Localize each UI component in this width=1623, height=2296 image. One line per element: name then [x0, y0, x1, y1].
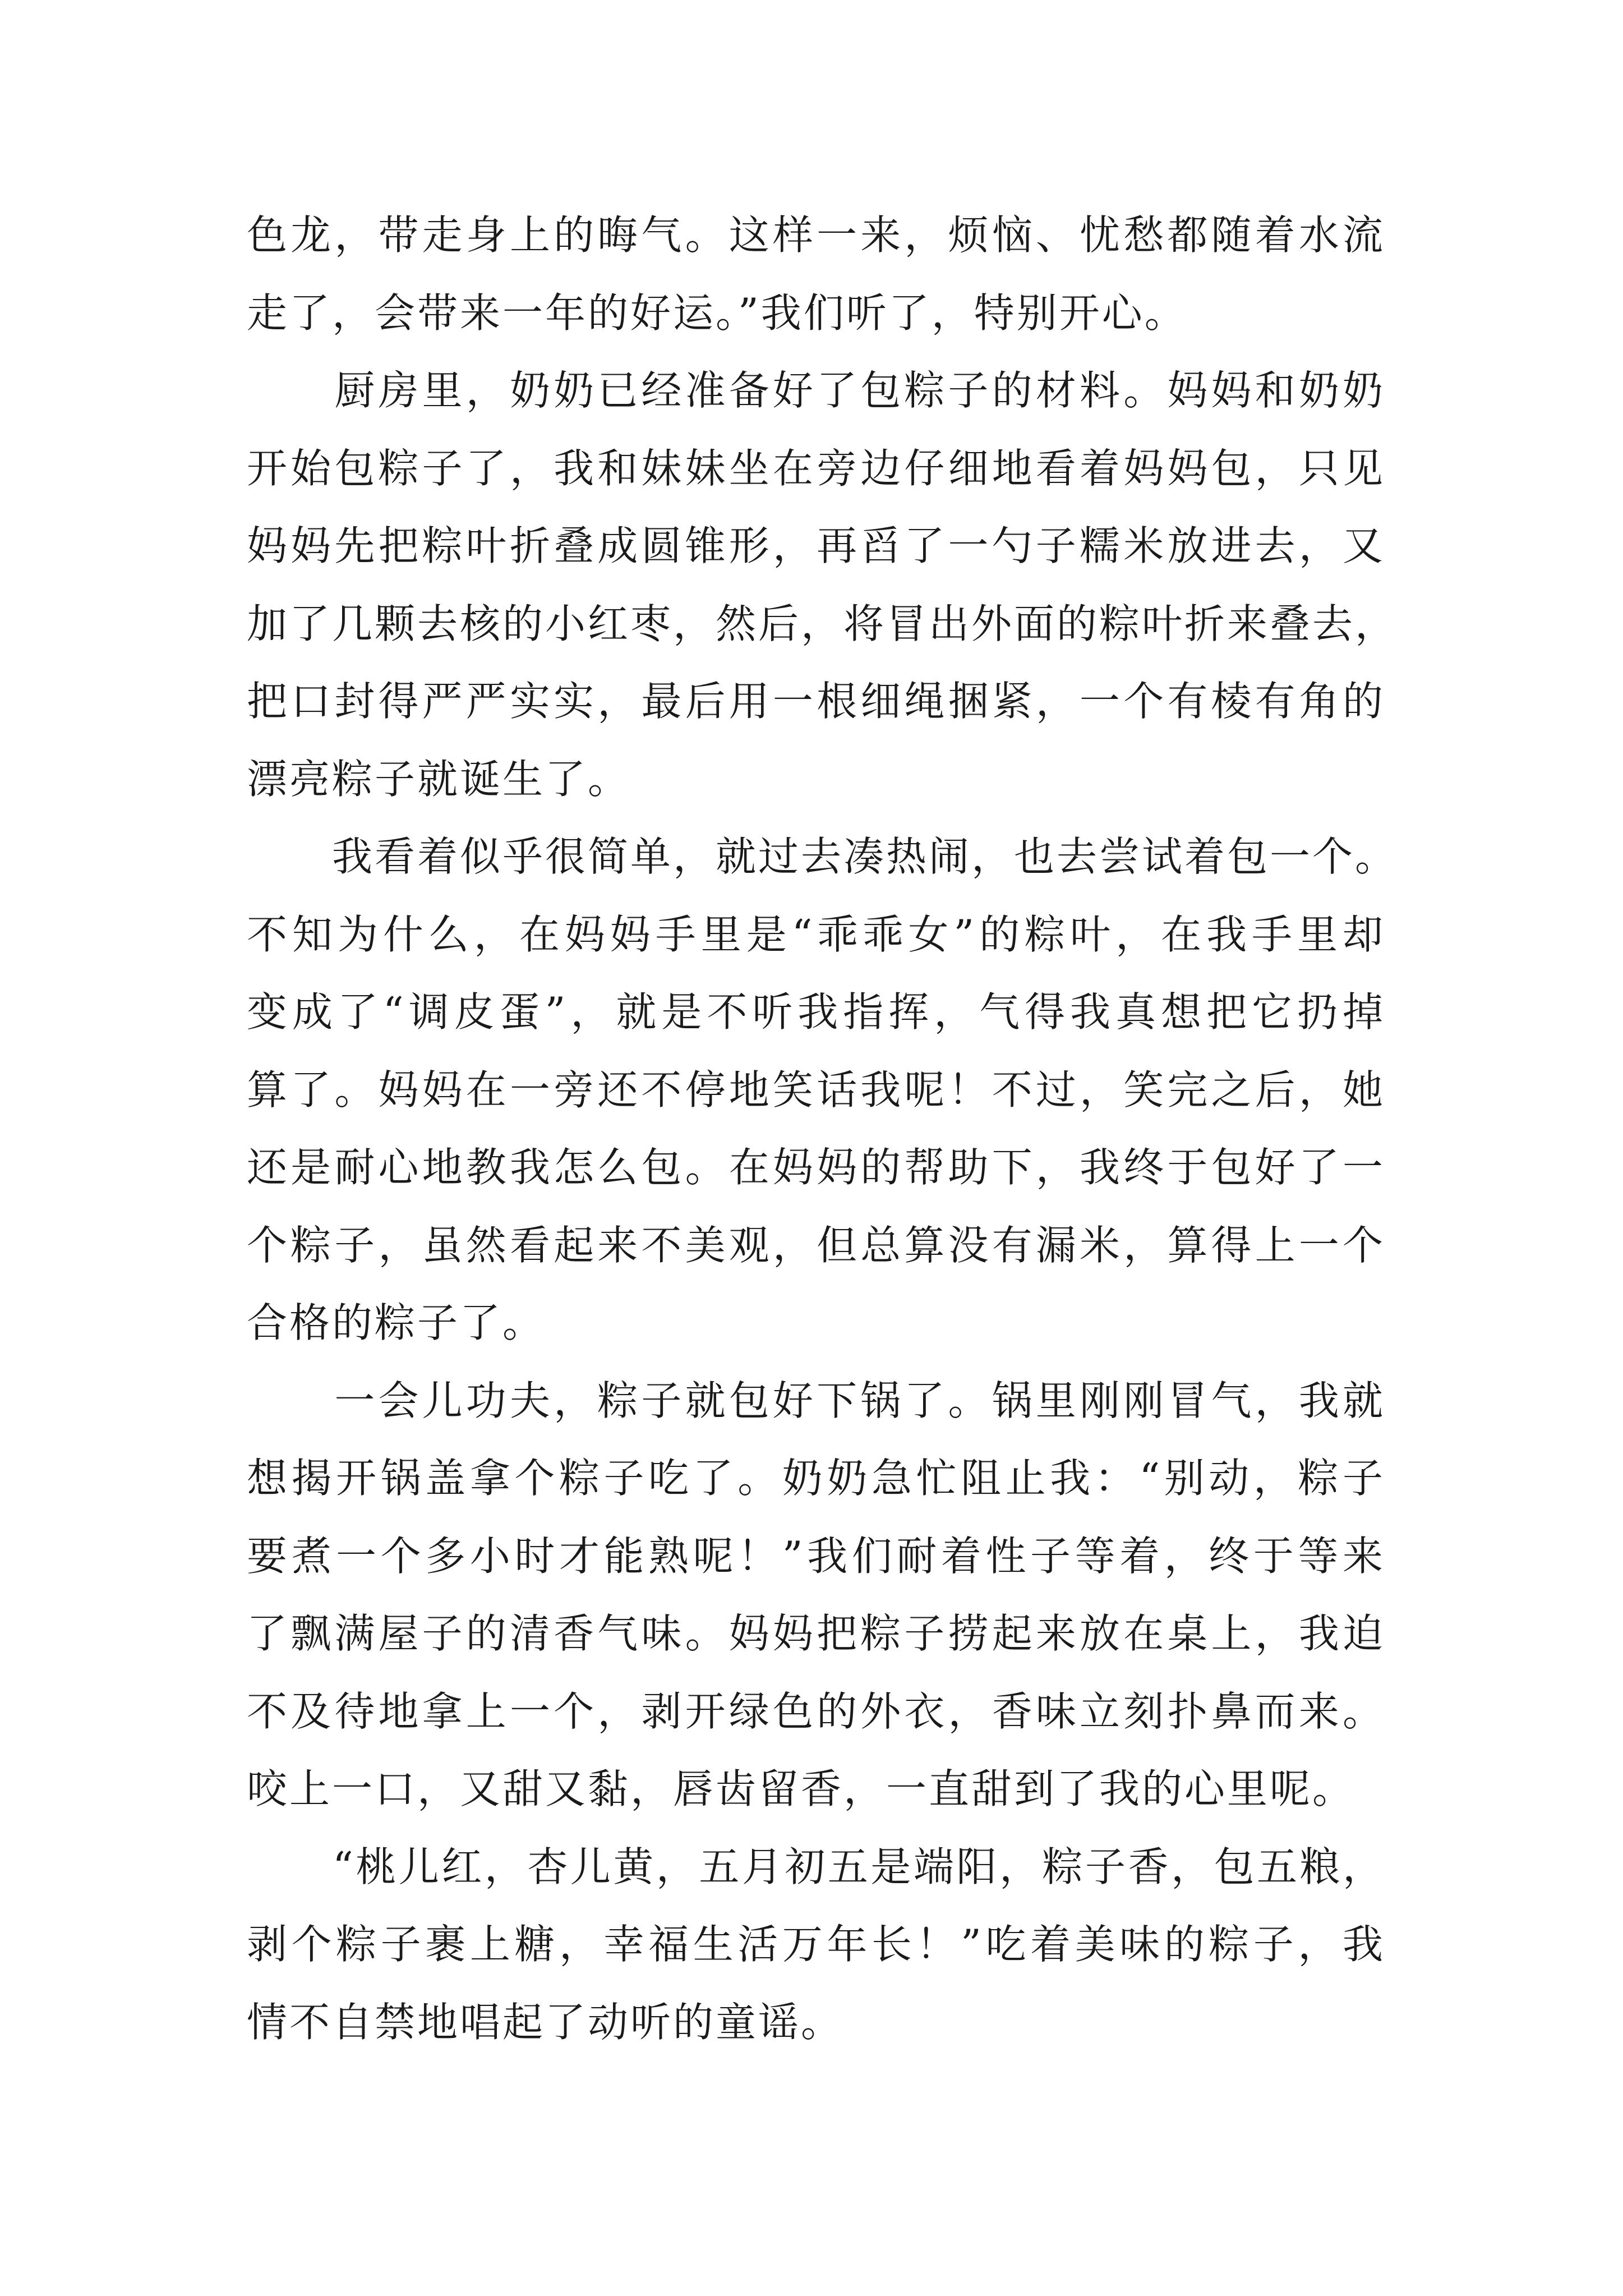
paragraph-1 [247, 196, 1385, 352]
text-line: “桃儿红，杏儿黄，五月初五是端阳，粽子香，包五粮， [247, 1843, 1385, 1890]
text-line: 妈妈先把粽叶折叠成圆锥形，再舀了一勺子糯米放进去，又 [247, 522, 1385, 569]
text-line: 合格的粽子了。 [247, 1299, 546, 1346]
text-line: 走了，会带来一年的好运。”我们听了，特别开心。 [247, 289, 1187, 337]
text-line: 我看着似乎很简单，就过去凑热闹，也去尝试着包一个。 [247, 833, 1398, 880]
text-line: 加了几颗去核的小红枣，然后，将冒出外面的粽叶折来叠去， [247, 600, 1398, 647]
paragraph-5 [247, 1828, 1385, 2062]
text-line: 漂亮粽子就诞生了。 [247, 755, 631, 803]
text-line: 厨房里，奶奶已经准备好了包粽子的材料。妈妈和奶奶 [247, 367, 1385, 414]
text-line: 还是耐心地教我怎么包。在妈妈的帮助下，我终于包好了一 [247, 1144, 1385, 1191]
article-body [247, 196, 1398, 2061]
text-line: 色龙，带走身上的晦气。这样一来，烦恼、忧愁都随着水流 [247, 211, 1385, 259]
text-line: 不及待地拿上一个，剥开绿色的外衣，香味立刻扑鼻而来。 [247, 1687, 1385, 1735]
text-line: 变成了“调皮蛋”，就是不听我指挥，气得我真想把它扔掉 [247, 988, 1385, 1036]
text-line: 情不自禁地唱起了动听的童谣。 [247, 1998, 844, 2046]
text-line: 要煮一个多小时才能熟呢！”我们耐着性子等着，终于等来 [247, 1532, 1385, 1580]
text-line: 想揭开锅盖拿个粽子吃了。奶奶急忙阻止我：“别动，粽子 [247, 1455, 1385, 1502]
paragraph-3 [247, 818, 1398, 1362]
paragraph-4 [247, 1362, 1385, 1828]
text-line: 不知为什么，在妈妈手里是“乖乖女”的粽叶，在我手里却 [247, 910, 1385, 958]
text-line: 了飘满屋子的清香气味。妈妈把粽子捞起来放在桌上，我迫 [247, 1610, 1385, 1657]
text-line: 一会儿功夫，粽子就包好下锅了。锅里刚刚冒气，我就 [247, 1377, 1385, 1424]
paragraph-2 [247, 352, 1398, 818]
text-line: 咬上一口，又甜又黏，唇齿留香，一直甜到了我的心里呢。 [247, 1765, 1355, 1812]
text-line: 算了。妈妈在一旁还不停地笑话我呢！不过，笑完之后，她 [247, 1066, 1385, 1114]
text-line: 剥个粽子裹上糖，幸福生活万年长！”吃着美味的粽子，我 [247, 1921, 1385, 1968]
text-line: 把口封得严严实实，最后用一根细绳捆紧，一个有棱有角的 [247, 678, 1385, 725]
text-line: 开始包粽子了，我和妹妹坐在旁边仔细地看着妈妈包，只见 [247, 444, 1385, 492]
text-line: 个粽子，虽然看起来不美观，但总算没有漏米，算得上一个 [247, 1221, 1385, 1269]
